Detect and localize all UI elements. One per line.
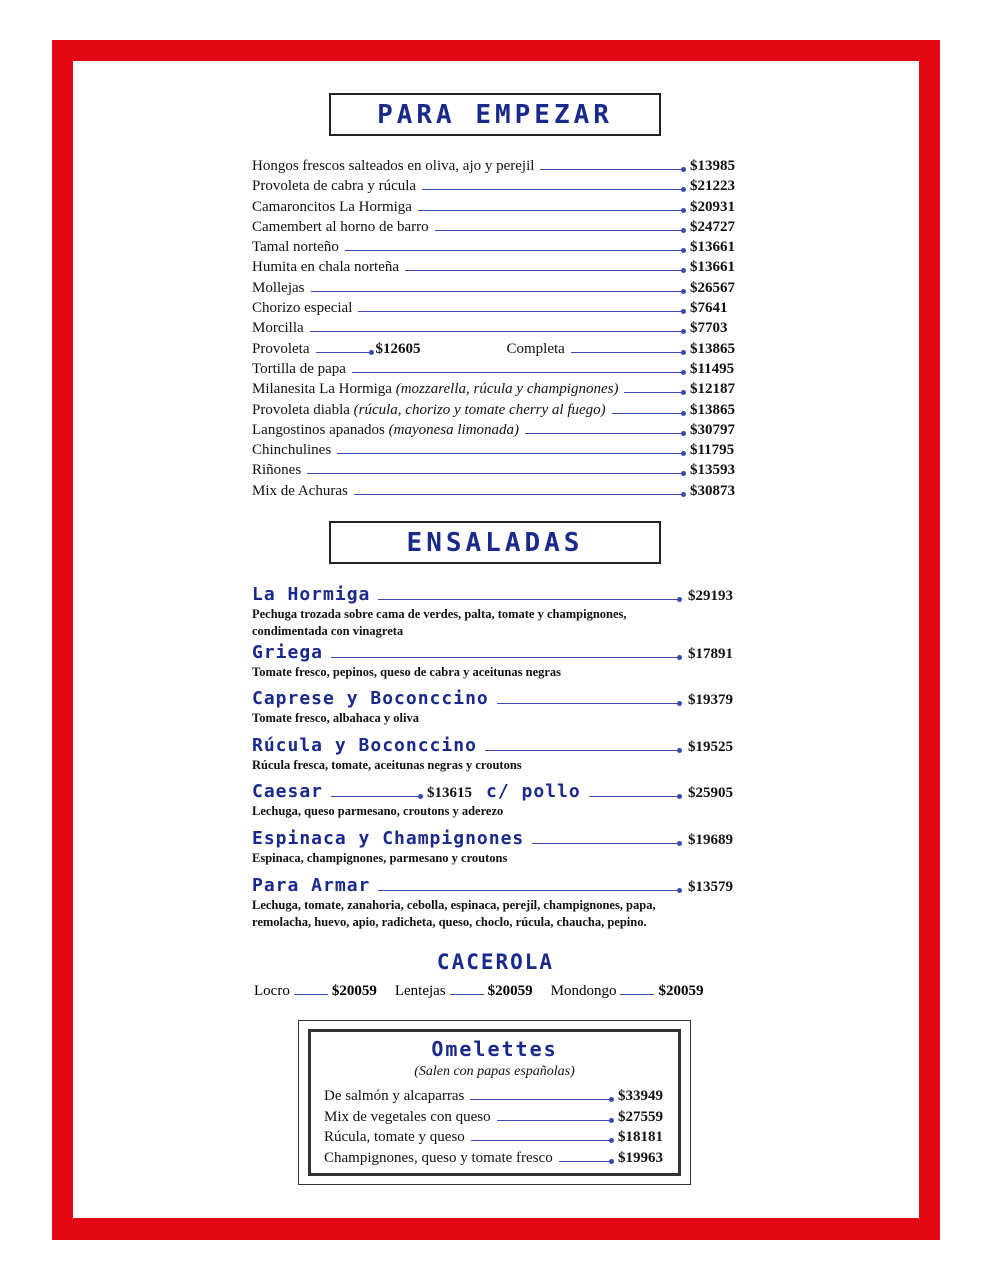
salad-name-pollo: c/ pollo xyxy=(486,781,581,802)
leader-line xyxy=(540,169,684,170)
leader-line xyxy=(485,750,680,751)
leader-line xyxy=(418,210,684,211)
ensaladas-header xyxy=(329,521,661,564)
menu-item xyxy=(252,199,738,219)
item-name: Langostinos apanados xyxy=(252,421,385,438)
leader-line xyxy=(378,890,680,891)
leader-line xyxy=(435,230,684,231)
ensaladas-title: ENSALADAS xyxy=(406,527,584,558)
leader-line xyxy=(358,311,684,312)
item-price: $33949 xyxy=(618,1088,663,1104)
leader-line xyxy=(497,703,680,704)
item-price: $20931 xyxy=(690,198,735,215)
omelette-item xyxy=(324,1088,666,1109)
leader-line xyxy=(337,453,684,454)
item-name: Mix de vegetales con queso xyxy=(324,1108,491,1125)
item-name: Mix de Achuras xyxy=(252,482,348,499)
item-desc: (mayonesa limonada) xyxy=(388,421,520,438)
menu-item-provoleta xyxy=(252,341,738,361)
item-price: $30797 xyxy=(690,421,735,438)
item-price: $19963 xyxy=(618,1149,663,1166)
item-name: De salmón y alcaparras xyxy=(324,1088,465,1104)
cacerola-item-price: $20059 xyxy=(487,983,533,999)
leader-line xyxy=(532,843,680,844)
leader-line xyxy=(571,352,684,353)
cacerola-item-name: Lentejas xyxy=(394,983,446,999)
leader-line xyxy=(589,796,680,797)
item-price: $7641 xyxy=(690,300,728,317)
cacerola-item-price: $20059 xyxy=(658,983,704,999)
leader-line xyxy=(620,994,654,995)
leader-line xyxy=(525,433,684,434)
item-price: $11795 xyxy=(690,442,735,459)
omelette-item xyxy=(324,1150,666,1171)
salad-price: $17891 xyxy=(688,646,733,662)
salad-desc: Tomate fresco, albahaca y oliva xyxy=(252,711,420,725)
omelettes-subtitle: (Salen con papas españolas) xyxy=(414,1064,575,1079)
item-name: Tortilla de papa xyxy=(252,360,346,377)
item-price: $12605 xyxy=(375,340,421,357)
salad-desc: Lechuga, queso parmesano, croutons y aderezo xyxy=(252,804,504,818)
salad-item xyxy=(252,735,738,774)
salad-name: Espinaca y Champignones xyxy=(252,828,525,849)
salad-item xyxy=(252,875,738,931)
menu-item xyxy=(252,280,738,300)
cacerola-item-name: Locro xyxy=(254,983,290,999)
item-price: $24727 xyxy=(690,218,735,235)
item-name: Humita en chala norteña xyxy=(252,259,400,276)
item-name: Champignones, queso y tomate fresco xyxy=(324,1149,553,1166)
menu-item xyxy=(252,300,738,320)
salad-desc: Lechuga, tomate, zanahoria, cebolla, espinaca, perejil, champignones, papa, remolacha, huevo, apio, radicheta, queso, choclo, rúcula, chaucha, pepino. xyxy=(252,898,656,929)
salad-price: $13615 xyxy=(427,785,473,801)
item-name: Chorizo especial xyxy=(252,300,353,317)
item-price: $13865 xyxy=(690,401,735,418)
menu-item xyxy=(252,422,738,442)
item-price: $7703 xyxy=(690,320,728,337)
item-price: $11495 xyxy=(690,360,735,377)
menu-item xyxy=(252,158,738,178)
item-price: $18181 xyxy=(618,1129,663,1145)
menu-item xyxy=(252,442,738,462)
leader-line xyxy=(497,1120,612,1121)
salad-price: $19525 xyxy=(688,739,733,755)
salad-item-caesar xyxy=(252,781,738,820)
salad-name: Para Armar xyxy=(252,875,371,896)
leader-line xyxy=(559,1161,612,1162)
leader-line xyxy=(422,189,684,190)
item-name: Riñones xyxy=(252,462,302,479)
salad-desc: Espinaca, champignones, parmesano y croutons xyxy=(252,851,508,865)
omelette-item xyxy=(324,1129,666,1150)
menu-item xyxy=(252,178,738,198)
salad-item xyxy=(252,828,738,867)
salad-name: Rúcula y Boconccino xyxy=(252,735,477,756)
leader-line xyxy=(316,352,372,353)
leader-line xyxy=(294,994,328,995)
item-desc: (rúcula, chorizo y tomate cherry al fuego) xyxy=(353,401,606,418)
item-name: Hongos frescos salteados en oliva, ajo y perejil xyxy=(252,158,535,174)
menu-item xyxy=(252,361,738,381)
item-price: $27559 xyxy=(618,1108,663,1125)
salad-desc: Tomate fresco, pepinos, queso de cabra y aceitunas negras xyxy=(252,665,562,679)
para-empezar-header xyxy=(329,93,661,136)
menu-item xyxy=(252,381,738,401)
salad-price-pollo: $25905 xyxy=(688,785,733,801)
salad-item xyxy=(252,584,738,640)
leader-line xyxy=(612,413,684,414)
leader-line xyxy=(352,372,684,373)
leader-line xyxy=(310,331,684,332)
menu-item xyxy=(252,462,738,482)
leader-line xyxy=(405,270,684,271)
item-price: $13661 xyxy=(690,239,735,256)
item-name: Morcilla xyxy=(252,320,304,337)
item-name: Camembert al horno de barro xyxy=(252,218,429,235)
cacerola-item-name: Mondongo xyxy=(550,983,617,999)
menu-item xyxy=(252,483,738,503)
para-empezar-title: PARA EMPEZAR xyxy=(377,99,613,130)
salad-desc: Rúcula fresca, tomate, aceitunas negras y croutons xyxy=(252,758,522,772)
leader-line xyxy=(354,494,684,495)
item-price: $26567 xyxy=(690,279,735,296)
leader-line xyxy=(345,250,684,251)
cacerola-title: CACEROLA xyxy=(436,950,555,974)
item-name: Mollejas xyxy=(252,279,305,296)
item-name: Provoleta de cabra y rúcula xyxy=(252,178,417,195)
salad-name: Caesar xyxy=(252,781,324,802)
salad-price: $19689 xyxy=(688,832,733,848)
item-name: Tamal norteño xyxy=(252,239,339,256)
item-name: Milanesita La Hormiga xyxy=(252,381,392,398)
menu-item xyxy=(252,259,738,279)
leader-line xyxy=(470,1099,612,1100)
salad-price: $13579 xyxy=(688,879,733,895)
omelettes-list xyxy=(324,1088,666,1170)
menu-item xyxy=(252,239,738,259)
item-name: Provoleta xyxy=(252,340,310,357)
omelettes-title: Omelettes xyxy=(431,1037,558,1061)
item-name-completa: Completa xyxy=(506,340,565,357)
salad-item xyxy=(252,642,738,681)
item-price: $30873 xyxy=(690,482,735,499)
salad-desc: Pechuga trozada sobre cama de verdes, palta, tomate y champignones, condimentada con vinagreta xyxy=(252,607,627,638)
salad-price: $19379 xyxy=(688,692,733,708)
salad-price: $29193 xyxy=(688,588,733,604)
item-desc: (mozzarella, rúcula y champignones) xyxy=(395,381,619,398)
omelette-item xyxy=(324,1109,666,1130)
leader-line xyxy=(311,291,685,292)
item-price: $13661 xyxy=(690,259,735,276)
salad-item xyxy=(252,688,738,727)
para-empezar-list xyxy=(252,158,738,503)
menu-item xyxy=(252,320,738,340)
salad-name: La Hormiga xyxy=(252,584,371,605)
leader-line xyxy=(624,392,684,393)
leader-line xyxy=(471,1140,612,1141)
item-name: Provoleta diabla xyxy=(252,401,350,418)
item-name: Rúcula, tomate y queso xyxy=(324,1129,465,1145)
leader-line xyxy=(307,473,684,474)
leader-line xyxy=(378,599,680,600)
item-price: $21223 xyxy=(690,178,735,195)
leader-line xyxy=(331,657,680,658)
menu-item xyxy=(252,402,738,422)
salad-name: Caprese y Boconccino xyxy=(252,688,489,709)
item-price-completa: $13865 xyxy=(690,340,735,357)
item-price: $13985 xyxy=(690,158,735,174)
item-price: $12187 xyxy=(690,381,735,398)
leader-line xyxy=(450,994,484,995)
item-name: Chinchulines xyxy=(252,442,332,459)
leader-line xyxy=(331,796,421,797)
cacerola-item-price: $20059 xyxy=(331,983,377,999)
menu-item xyxy=(252,219,738,239)
salad-name: Griega xyxy=(252,642,324,663)
item-name: Camaroncitos La Hormiga xyxy=(252,198,412,215)
item-price: $13593 xyxy=(690,462,735,479)
cacerola-list xyxy=(254,983,740,1000)
